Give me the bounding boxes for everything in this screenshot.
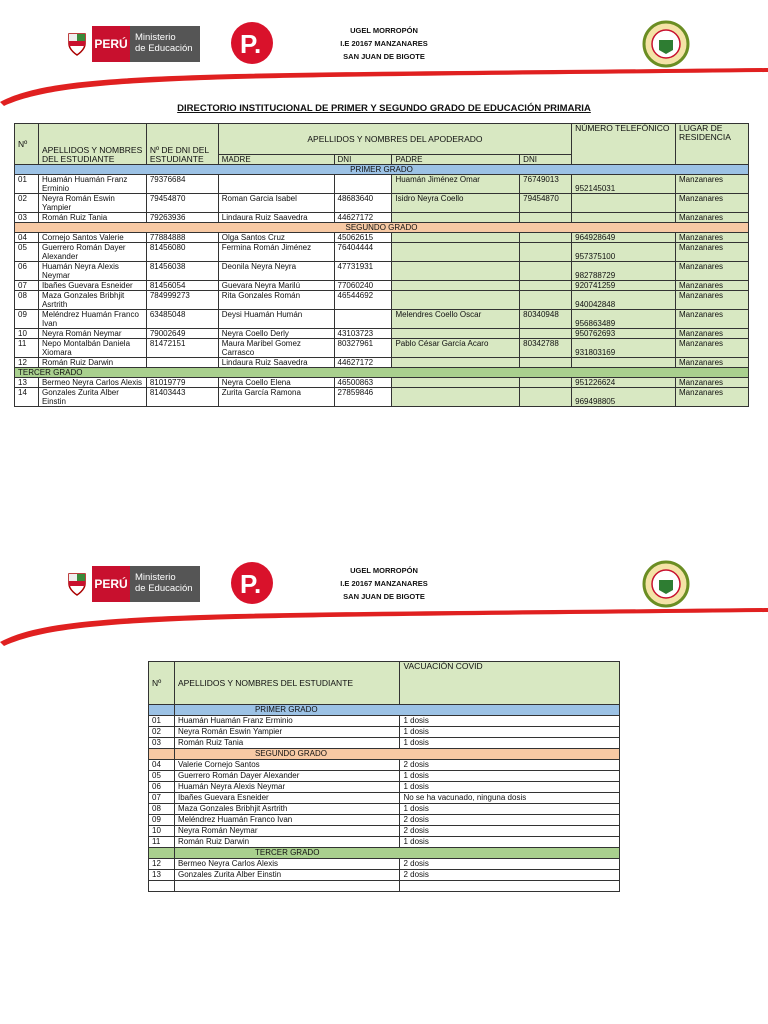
table-cell: 10 bbox=[15, 329, 39, 339]
table-cell: 81403443 bbox=[146, 388, 218, 407]
peru-label: PERÚ bbox=[92, 566, 130, 602]
table-cell: 48683640 bbox=[334, 194, 392, 213]
table-cell: 13 bbox=[149, 870, 175, 881]
empty-cell bbox=[400, 881, 620, 892]
table-cell bbox=[146, 358, 218, 368]
table-cell bbox=[520, 388, 572, 407]
table-cell: 2 dosis bbox=[400, 760, 620, 771]
table-cell: 07 bbox=[15, 281, 39, 291]
table-cell: Neyra Román Neymar bbox=[38, 329, 146, 339]
table-cell: 08 bbox=[149, 804, 175, 815]
table-row bbox=[149, 771, 620, 782]
table-cell: 920741259 bbox=[572, 281, 676, 291]
red-swoosh-decoration bbox=[0, 60, 768, 106]
ministerio-label: Ministerio de Educación bbox=[130, 566, 200, 602]
table-row bbox=[15, 378, 749, 388]
table-cell: Deysi Huamán Humán bbox=[218, 310, 334, 329]
table-cell: Román Ruiz Tania bbox=[174, 738, 400, 749]
grade-row bbox=[15, 368, 749, 378]
table-cell: 44627172 bbox=[334, 213, 392, 223]
table-cell: Neyra Román Eswin Yampier bbox=[174, 727, 400, 738]
table-cell: Neyra Román Eswin Yampier bbox=[38, 194, 146, 213]
table-cell: 79376684 bbox=[146, 175, 218, 194]
empty-cell bbox=[174, 881, 400, 892]
table-cell: Manzanares bbox=[676, 388, 749, 407]
table-cell: 46544692 bbox=[334, 291, 392, 310]
table-cell: 952145031 bbox=[572, 175, 676, 194]
table-cell: 45062615 bbox=[334, 233, 392, 243]
table-cell: 2 dosis bbox=[400, 859, 620, 870]
table-cell: Guerrero Román Dayer Alexander bbox=[38, 243, 146, 262]
grade-row bbox=[149, 705, 620, 716]
table-header-row: Nº APELLIDOS Y NOMBRES DEL ESTUDIANTE VACUACIÓN COVID bbox=[149, 662, 620, 705]
table-row bbox=[15, 243, 749, 262]
grade-label: SEGUNDO GRADO bbox=[15, 223, 749, 233]
table-cell: 06 bbox=[149, 782, 175, 793]
table-cell: 03 bbox=[15, 213, 39, 223]
table-row bbox=[149, 793, 620, 804]
table-cell: Manzanares bbox=[676, 281, 749, 291]
table-cell bbox=[334, 310, 392, 329]
table-cell: 969498805 bbox=[572, 388, 676, 407]
table-cell: 81019779 bbox=[146, 378, 218, 388]
table-cell: Manzanares bbox=[676, 339, 749, 358]
peru-label: PERÚ bbox=[92, 26, 130, 62]
grade-label: PRIMER GRADO bbox=[15, 165, 749, 175]
table-subheader-row: MADRE DNI PADRE DNI bbox=[15, 155, 749, 165]
grade-row bbox=[149, 749, 620, 760]
grade-label: TERCER GRADO bbox=[174, 848, 619, 859]
table-cell: 1 dosis bbox=[400, 837, 620, 848]
table-cell: Olga Santos Cruz bbox=[218, 233, 334, 243]
table-cell: 01 bbox=[149, 716, 175, 727]
table-cell: No se ha vacunado, ninguna dosis bbox=[400, 793, 620, 804]
table-cell: 04 bbox=[15, 233, 39, 243]
table-cell: 1 dosis bbox=[400, 771, 620, 782]
table-cell: 27859846 bbox=[334, 388, 392, 407]
table-cell: 04 bbox=[149, 760, 175, 771]
table-cell: Bermeo Neyra Carlos Alexis bbox=[174, 859, 400, 870]
table-cell: Maura Maribel Gomez Carrasco bbox=[218, 339, 334, 358]
table-cell: 2 dosis bbox=[400, 815, 620, 826]
page-header-2 bbox=[0, 540, 768, 640]
empty-cell bbox=[149, 881, 175, 892]
table-cell bbox=[572, 358, 676, 368]
table-cell: 14 bbox=[15, 388, 39, 407]
table-cell bbox=[392, 291, 520, 310]
table-cell bbox=[520, 243, 572, 262]
table-cell: 09 bbox=[15, 310, 39, 329]
table-row bbox=[149, 815, 620, 826]
table-cell: 1 dosis bbox=[400, 738, 620, 749]
svg-text:P.: P. bbox=[240, 569, 262, 599]
table-cell: Meléndrez Huamán Franco Ivan bbox=[174, 815, 400, 826]
empty-row bbox=[149, 881, 620, 892]
table-cell: 44627172 bbox=[334, 358, 392, 368]
table-cell: 964928649 bbox=[572, 233, 676, 243]
table-cell: 79454870 bbox=[520, 194, 572, 213]
table-cell bbox=[218, 175, 334, 194]
table-cell: 1 dosis bbox=[400, 804, 620, 815]
table-cell: Zurita García Ramona bbox=[218, 388, 334, 407]
table-row bbox=[149, 760, 620, 771]
table-cell: 1 dosis bbox=[400, 727, 620, 738]
table-cell: 940042848 bbox=[572, 291, 676, 310]
table-cell: Manzanares bbox=[676, 310, 749, 329]
table-cell: Guevara Neyra Marilú bbox=[218, 281, 334, 291]
table-cell: 77060240 bbox=[334, 281, 392, 291]
table-cell: 79454870 bbox=[146, 194, 218, 213]
table-cell: 2 dosis bbox=[400, 870, 620, 881]
table-cell: Neyra Coello Elena bbox=[218, 378, 334, 388]
table-row bbox=[15, 388, 749, 407]
document-title: DIRECTORIO INSTITUCIONAL DE PRIMER Y SEGUNDO GRADO DE EDUCACIÓN PRIMARIA bbox=[177, 103, 591, 114]
table-row bbox=[15, 233, 749, 243]
table-cell: 10 bbox=[149, 826, 175, 837]
table-cell: Román Ruiz Darwin bbox=[38, 358, 146, 368]
table-cell bbox=[520, 262, 572, 281]
table-cell bbox=[520, 329, 572, 339]
grade-row bbox=[15, 165, 749, 175]
table-cell bbox=[392, 378, 520, 388]
table-cell: 05 bbox=[15, 243, 39, 262]
table-cell: Neyra Coello Derly bbox=[218, 329, 334, 339]
table-cell: 81456080 bbox=[146, 243, 218, 262]
grade-label: SEGUNDO GRADO bbox=[174, 749, 619, 760]
table-cell: Huamán Huamán Franz Erminio bbox=[174, 716, 400, 727]
table-row bbox=[15, 194, 749, 213]
table-cell: 79263936 bbox=[146, 213, 218, 223]
table-row bbox=[149, 804, 620, 815]
table-cell bbox=[520, 378, 572, 388]
table-cell: 950762693 bbox=[572, 329, 676, 339]
table-row bbox=[149, 870, 620, 881]
table-cell: 951226624 bbox=[572, 378, 676, 388]
table-row bbox=[15, 281, 749, 291]
table-cell bbox=[520, 233, 572, 243]
grade-spacer bbox=[149, 848, 175, 859]
grade-row bbox=[149, 848, 620, 859]
school-info: UGEL MORROPÓN I.E 20167 MANZANARES SAN JUAN DE BIGOTE bbox=[340, 26, 428, 61]
table-cell: Manzanares bbox=[676, 262, 749, 281]
table-cell: 06 bbox=[15, 262, 39, 281]
table-cell: 09 bbox=[149, 815, 175, 826]
svg-text:P.: P. bbox=[240, 29, 262, 59]
table-row bbox=[15, 329, 749, 339]
table-cell bbox=[572, 213, 676, 223]
table-cell: Manzanares bbox=[676, 291, 749, 310]
table-cell bbox=[520, 281, 572, 291]
table-cell: Manzanares bbox=[676, 213, 749, 223]
table-cell bbox=[392, 213, 520, 223]
table-cell bbox=[392, 262, 520, 281]
table-row bbox=[15, 175, 749, 194]
table-cell: 956863489 bbox=[572, 310, 676, 329]
table-cell: 80342788 bbox=[520, 339, 572, 358]
table-cell: 80340948 bbox=[520, 310, 572, 329]
table-row bbox=[15, 310, 749, 329]
table-cell: Lindaura Ruiz Saavedra bbox=[218, 358, 334, 368]
table-cell: 02 bbox=[15, 194, 39, 213]
table-cell bbox=[520, 213, 572, 223]
table-row bbox=[15, 339, 749, 358]
table-cell: Manzanares bbox=[676, 378, 749, 388]
table-cell bbox=[392, 358, 520, 368]
table-cell: 08 bbox=[15, 291, 39, 310]
grade-spacer bbox=[149, 705, 175, 716]
table-row bbox=[149, 837, 620, 848]
table-cell: Roman Garcia Isabel bbox=[218, 194, 334, 213]
table-cell: Manzanares bbox=[676, 358, 749, 368]
table-row bbox=[15, 262, 749, 281]
grade-spacer bbox=[149, 749, 175, 760]
table-row bbox=[149, 727, 620, 738]
table-cell: Rita Gonzales Román bbox=[218, 291, 334, 310]
table-header-row: Nº APELLIDOS Y NOMBRES DEL ESTUDIANTE Nº DE DNI DEL ESTUDIANTE APELLIDOS Y NOMBRES DEL APODERADO NÚMERO TELEFÓNICO LUGAR DE RESIDENCIA bbox=[15, 124, 749, 155]
table-cell: Neyra Román Neymar bbox=[174, 826, 400, 837]
table-cell: Maza Gonzales Bribhjit Asrtrith bbox=[38, 291, 146, 310]
table-cell: 11 bbox=[15, 339, 39, 358]
table-cell: 76404444 bbox=[334, 243, 392, 262]
table-cell: 13 bbox=[15, 378, 39, 388]
table-cell: 957375100 bbox=[572, 243, 676, 262]
table-cell: 76749013 bbox=[520, 175, 572, 194]
table-cell: 01 bbox=[15, 175, 39, 194]
table-cell: Valerie Cornejo Santos bbox=[174, 760, 400, 771]
table-row bbox=[149, 738, 620, 749]
table-cell: Guerrero Román Dayer Alexander bbox=[174, 771, 400, 782]
table-cell bbox=[392, 233, 520, 243]
table-cell: 77884888 bbox=[146, 233, 218, 243]
table-cell: 80327961 bbox=[334, 339, 392, 358]
table-cell: Melendres Coello Oscar bbox=[392, 310, 520, 329]
table-cell: 12 bbox=[149, 859, 175, 870]
table-row bbox=[149, 826, 620, 837]
table-cell: Cornejo Santos Valerie bbox=[38, 233, 146, 243]
table-cell: Ibañes Guevara Esneider bbox=[38, 281, 146, 291]
table-cell: 12 bbox=[15, 358, 39, 368]
grade-row bbox=[15, 223, 749, 233]
table-cell: Manzanares bbox=[676, 329, 749, 339]
table-cell: Manzanares bbox=[676, 243, 749, 262]
table-cell: Román Ruiz Darwin bbox=[174, 837, 400, 848]
table-cell bbox=[392, 388, 520, 407]
table-cell: Huamán Neyra Alexis Neymar bbox=[174, 782, 400, 793]
table-cell: Huamán Huamán Franz Erminio bbox=[38, 175, 146, 194]
table-cell: 982788729 bbox=[572, 262, 676, 281]
table-cell: 43103723 bbox=[334, 329, 392, 339]
table-cell: 81456054 bbox=[146, 281, 218, 291]
table-row bbox=[15, 213, 749, 223]
table-cell: 1 dosis bbox=[400, 782, 620, 793]
table-cell bbox=[334, 175, 392, 194]
school-info: UGEL MORROPÓN I.E 20167 MANZANARES SAN JUAN DE BIGOTE bbox=[340, 566, 428, 601]
table-cell: Isidro Neyra Coello bbox=[392, 194, 520, 213]
table-cell: Pablo César García Acaro bbox=[392, 339, 520, 358]
table-cell: 63485048 bbox=[146, 310, 218, 329]
table-cell bbox=[520, 291, 572, 310]
table-cell: Gonzales Zurita Alber Einstin bbox=[174, 870, 400, 881]
table-cell: 46500863 bbox=[334, 378, 392, 388]
table-cell bbox=[520, 358, 572, 368]
table-cell: Meléndrez Huamán Franco Ivan bbox=[38, 310, 146, 329]
table-cell bbox=[392, 281, 520, 291]
table-cell: 784999273 bbox=[146, 291, 218, 310]
table-cell: Bermeo Neyra Carlos Alexis bbox=[38, 378, 146, 388]
table-cell: Ibañes Guevara Esneider bbox=[174, 793, 400, 804]
table-cell: Lindaura Ruiz Saavedra bbox=[218, 213, 334, 223]
ministerio-label: Ministerio de Educación bbox=[130, 26, 200, 62]
table-cell: 02 bbox=[149, 727, 175, 738]
table-cell: Fermina Román Jiménez bbox=[218, 243, 334, 262]
student-directory-table bbox=[14, 123, 749, 407]
grade-label: TERCER GRADO bbox=[15, 368, 749, 378]
table-cell: Román Ruiz Tania bbox=[38, 213, 146, 223]
table-cell bbox=[392, 329, 520, 339]
table-row bbox=[149, 716, 620, 727]
red-swoosh-decoration bbox=[0, 600, 768, 646]
table-cell: Manzanares bbox=[676, 175, 749, 194]
table-cell: Huamán Neyra Alexis Neymar bbox=[38, 262, 146, 281]
table-row bbox=[15, 291, 749, 310]
table-cell: 05 bbox=[149, 771, 175, 782]
table-cell: Deonila Neyra Neyra bbox=[218, 262, 334, 281]
table-row bbox=[149, 782, 620, 793]
table-cell: 47731931 bbox=[334, 262, 392, 281]
table-cell: Manzanares bbox=[676, 233, 749, 243]
table-cell bbox=[392, 243, 520, 262]
vaccination-table bbox=[148, 661, 620, 892]
table-cell: Huamán Jiménez Omar bbox=[392, 175, 520, 194]
table-cell: 931803169 bbox=[572, 339, 676, 358]
page-header-1 bbox=[0, 0, 768, 100]
table-cell: 81456038 bbox=[146, 262, 218, 281]
table-cell: 81472151 bbox=[146, 339, 218, 358]
table-cell: Manzanares bbox=[676, 194, 749, 213]
table-cell: Nepo Montalbán Daniela Xiomara bbox=[38, 339, 146, 358]
table-cell: 11 bbox=[149, 837, 175, 848]
table-cell: 07 bbox=[149, 793, 175, 804]
table-cell: 2 dosis bbox=[400, 826, 620, 837]
table-cell: 1 dosis bbox=[400, 716, 620, 727]
table-cell: Maza Gonzales Bribhjit Asrtrith bbox=[174, 804, 400, 815]
table-row bbox=[15, 358, 749, 368]
table-row bbox=[149, 859, 620, 870]
table-cell bbox=[572, 194, 676, 213]
grade-label: PRIMER GRADO bbox=[174, 705, 619, 716]
table-cell: 03 bbox=[149, 738, 175, 749]
table-cell: 79002649 bbox=[146, 329, 218, 339]
table-cell: Gonzales Zurita Alber Einstin bbox=[38, 388, 146, 407]
